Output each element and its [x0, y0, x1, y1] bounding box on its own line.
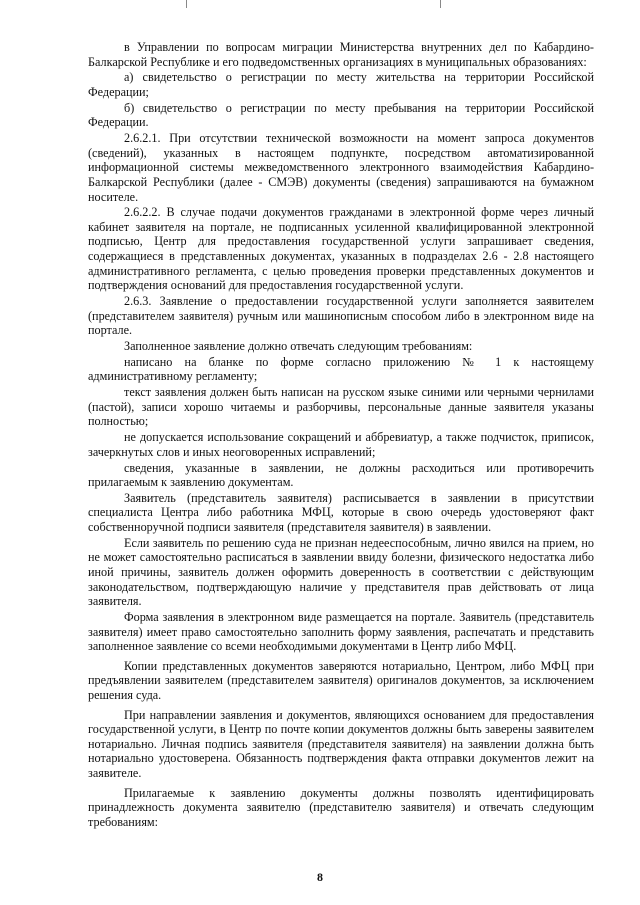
paragraph: При направлении заявления и документов, являющихся основанием для предоставления государственной услуги, в Центр по почте копии документов должны быть заверены заявителем нотариально. Личная подпись заявителя (представителя заявителя) на заявлении должна быть нотариально удостоверена. Обязанность подтверждения факта отправки документов лежит на заявителе.: [88, 707, 594, 780]
paragraph: 2.6.2.2. В случае подачи документов гражданами в электронной форме через личный кабинет заявителя на портале, не подписанных усиленной квалифицированной электронной подписью, Центр для предоставления государственной услуги запрашивает сведения, содержащиеся в представленных документах, указанных в подразделах 2.6 - 2.8 настоящего административного регламента, с целью проведения проверки представленных документов и подтверждения оснований для предоставления государственной услуги.: [88, 205, 594, 293]
page-number: 8: [317, 870, 323, 884]
scan-mark: [186, 0, 187, 8]
paragraph: 2.6.2.1. При отсутствии технической возможности на момент запроса документов (сведений), указанных в настоящем подпункте, посредством автоматизированной информационной системы межведомственного электронного взаимодействия Кабардино-Балкарской Республики (далее - СМЭВ) документы (сведения) запрашиваются на бумажном носителе.: [88, 131, 594, 204]
paragraph: б) свидетельство о регистрации по месту пребывания на территории Российской Федерации.: [88, 100, 594, 130]
paragraph: а) свидетельство о регистрации по месту жительства на территории Российской Федерации;: [88, 70, 594, 99]
requirement-item: не допускается использование сокращений и аббревиатур, а также подчисток, приписок, зачеркнутых слов и иных неоговоренных исправлений;: [88, 430, 594, 459]
requirement-item: текст заявления должен быть написан на русском языке синими или черными чернилами (пастой), записи хорошо читаемы и разборчивы, персональные данные заявителя указаны полностью;: [88, 385, 594, 429]
requirement-item: написано на бланке по форме согласно приложению № 1 к настоящему административному регламенту;: [88, 354, 594, 384]
scan-mark: [440, 0, 441, 8]
requirement-item: сведения, указанные в заявлении, не должны расходиться или противоречить прилагаемым к заявлению документам.: [88, 460, 594, 490]
paragraph: Заявитель (представитель заявителя) расписывается в заявлении в присутствии специалиста Центра либо работника МФЦ, которые в свою очередь удостоверяют факт собственноручной подписи заявителя (представителя заявителя) в заявлении.: [88, 490, 594, 535]
paragraph: Форма заявления в электронном виде размещается на портале. Заявитель (представитель заявителя) имеет право самостоятельно заполнить форму заявления, распечатать и представить заполненное заявление со всеми необходимыми документами в Центр либо МФЦ.: [88, 610, 594, 654]
paragraph: Копии представленных документов заверяются нотариально, Центром, либо МФЦ при предъявлении заявителем (представителем заявителя) оригиналов документов, за исключением решения суда.: [88, 658, 594, 702]
paragraph: 2.6.3. Заявление о предоставлении государственной услуги заполняется заявителем (представителем заявителя) ручным или машинописным способом либо в электронном виде на портале.: [88, 294, 594, 338]
paragraph: в Управлении по вопросам миграции Министерства внутренних дел по Кабардино-Балкарской Республике и его подведомственных организациях в муниципальных образованиях:: [88, 40, 594, 69]
paragraph: Если заявитель по решению суда не признан недееспособным, лично явился на прием, но не может самостоятельно расписаться в заявлении ввиду болезни, физического недостатка либо иной причины, заявитель должен оформить доверенность в соответствии с действующим законодательством, подтверждающую наличие у представителя прав действовать от лица заявителя.: [88, 535, 594, 609]
paragraph: Прилагаемые к заявлению документы должны позволять идентифицировать принадлежность документа заявителю (представителю заявителя) и отвечать следующим требованиям:: [88, 785, 594, 829]
paragraph: Заполненное заявление должно отвечать следующим требованиям:: [124, 339, 473, 353]
